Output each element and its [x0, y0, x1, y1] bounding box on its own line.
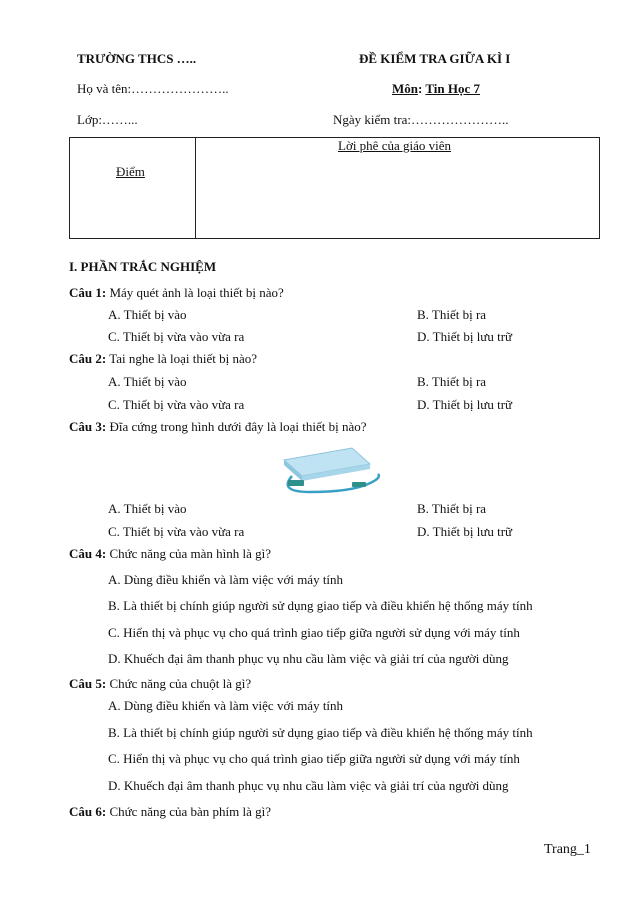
q3-option-c: C. Thiết bị vừa vào vừa ra — [108, 524, 245, 539]
question-5 — [69, 676, 251, 692]
page-number: Trang_1 — [544, 842, 591, 857]
usb-plug-icon — [352, 482, 366, 487]
score-comment-box — [69, 137, 600, 239]
question-label: Câu 2: — [69, 351, 107, 366]
question-text: Tai nghe là loại thiết bị nào? — [109, 351, 258, 366]
subject-colon: : — [418, 81, 426, 96]
q3-option-a: A. Thiết bị vào — [108, 501, 187, 516]
section-title: I. PHẦN TRẮC NGHIỆM — [69, 259, 217, 274]
question-6 — [69, 804, 271, 820]
student-name-field: Họ và tên:………………….. — [77, 81, 229, 96]
subject-line — [392, 81, 480, 97]
q1-option-d: D. Thiết bị lưu trữ — [417, 329, 513, 344]
external-hard-drive-image — [270, 442, 395, 496]
q4-option-a: A. Dùng điều khiển và làm việc với máy tính — [108, 572, 344, 587]
q2-option-a: A. Thiết bị vào — [108, 374, 187, 389]
usb-plug-icon — [288, 480, 304, 486]
subject-value: Tin Học 7 — [425, 81, 481, 96]
teacher-comment-label: Lời phê của giáo viên — [338, 138, 452, 153]
q3-option-d: D. Thiết bị lưu trữ — [417, 524, 513, 539]
question-text: Chức năng của màn hình là gì? — [109, 546, 272, 561]
hard-drive-icon — [284, 448, 370, 481]
question-label: Câu 6: — [69, 804, 107, 819]
q5-option-d: D. Khuếch đại âm thanh phục vụ nhu cầu làm việc và giải trí của người dùng — [108, 778, 509, 793]
question-label: Câu 5: — [69, 676, 107, 691]
question-1 — [69, 285, 284, 301]
q1-option-c: C. Thiết bị vừa vào vừa ra — [108, 329, 245, 344]
q5-option-a: A. Dùng điều khiển và làm việc với máy tính — [108, 698, 344, 713]
question-2 — [69, 351, 257, 367]
q3-option-b: B. Thiết bị ra — [417, 501, 487, 516]
score-box-divider — [195, 138, 196, 238]
question-text: Máy quét ảnh là loại thiết bị nào? — [109, 285, 284, 300]
exam-title: ĐỀ KIỂM TRA GIỮA KÌ I — [359, 51, 511, 66]
exam-date-field: Ngày kiểm tra:………………….. — [333, 112, 509, 127]
q1-option-a: A. Thiết bị vào — [108, 307, 187, 322]
q5-option-c: C. Hiển thị và phục vụ cho quá trình giao tiếp giữa người sử dụng với máy tính — [108, 751, 520, 766]
question-3 — [69, 419, 367, 435]
subject-label: Môn — [392, 81, 418, 96]
question-text: Chức năng của chuột là gì? — [109, 676, 252, 691]
question-label: Câu 3: — [69, 419, 107, 434]
question-text: Chức năng của bàn phím là gì? — [109, 804, 272, 819]
q2-option-c: C. Thiết bị vừa vào vừa ra — [108, 397, 245, 412]
q2-option-d: D. Thiết bị lưu trữ — [417, 397, 513, 412]
question-label: Câu 4: — [69, 546, 107, 561]
q2-option-b: B. Thiết bị ra — [417, 374, 487, 389]
class-field: Lớp:……... — [77, 112, 138, 127]
question-label: Câu 1: — [69, 285, 107, 300]
q1-option-b: B. Thiết bị ra — [417, 307, 487, 322]
q4-option-b: B. Là thiết bị chính giúp người sử dụng giao tiếp và điều khiển hệ thống máy tính — [108, 598, 533, 613]
school-name: TRƯỜNG THCS ….. — [77, 51, 197, 66]
question-text: Đĩa cứng trong hình dưới đây là loại thiết bị nào? — [109, 419, 367, 434]
q5-option-b: B. Là thiết bị chính giúp người sử dụng giao tiếp và điều khiển hệ thống máy tính — [108, 725, 533, 740]
question-4 — [69, 546, 271, 562]
q4-option-c: C. Hiển thị và phục vụ cho quá trình giao tiếp giữa người sử dụng với máy tính — [108, 625, 520, 640]
q4-option-d: D. Khuếch đại âm thanh phục vụ nhu cầu làm việc và giải trí của người dùng — [108, 651, 509, 666]
score-label: Điểm — [116, 164, 145, 179]
